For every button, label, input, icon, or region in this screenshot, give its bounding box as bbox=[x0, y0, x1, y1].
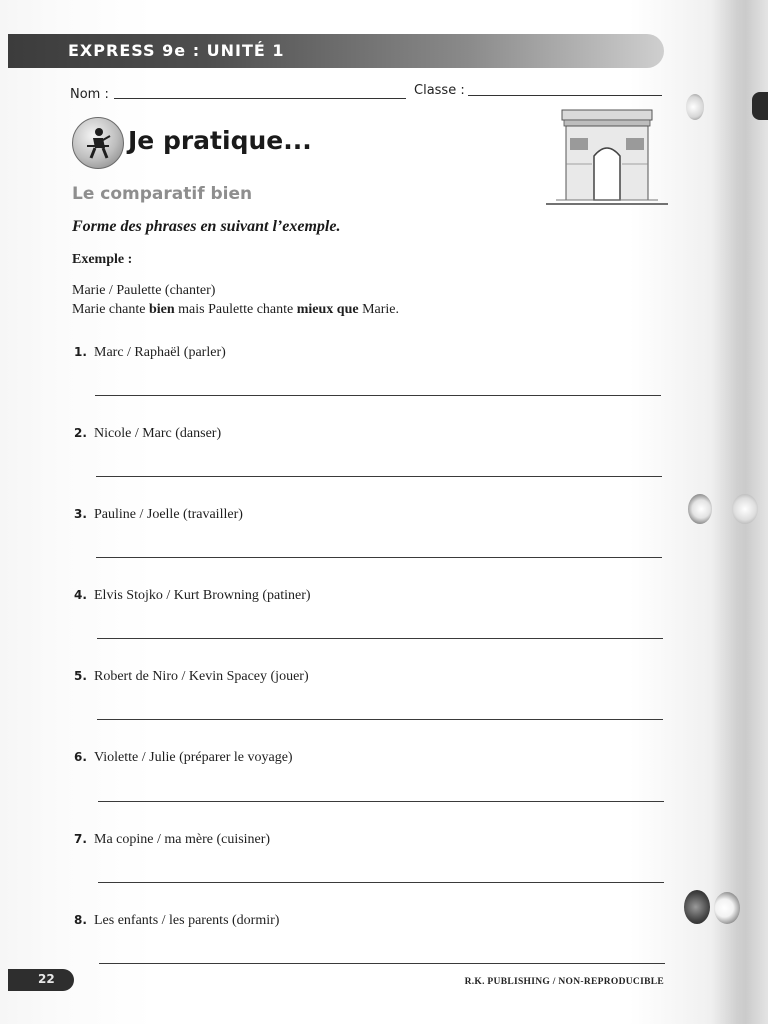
example-answer-part: Marie chante bbox=[72, 302, 149, 317]
answer-line[interactable] bbox=[98, 882, 664, 883]
exercise-prompt: Ma copine / ma mère (cuisiner) bbox=[94, 832, 271, 847]
arc-de-triomphe-icon bbox=[546, 104, 668, 208]
answer-line[interactable] bbox=[96, 557, 662, 558]
binder-ring-icon bbox=[752, 92, 768, 120]
publisher-footer: R.K. PUBLISHING / NON-REPRODUCIBLE bbox=[464, 977, 664, 987]
exercise-item bbox=[74, 913, 279, 929]
exercise-number: 1. bbox=[74, 345, 87, 359]
exercise-item bbox=[74, 750, 293, 766]
exercise-number: 4. bbox=[74, 588, 87, 602]
answer-line[interactable] bbox=[98, 801, 664, 802]
answer-line[interactable] bbox=[97, 638, 663, 639]
name-label: Nom : bbox=[70, 87, 109, 102]
example-answer-keyword: mieux que bbox=[296, 302, 359, 317]
exercise-number: 8. bbox=[74, 913, 87, 927]
answer-line[interactable] bbox=[96, 476, 662, 477]
example-answer-part: mais Paulette chante bbox=[174, 302, 297, 317]
exercise-item bbox=[74, 832, 270, 848]
answer-line[interactable] bbox=[95, 395, 661, 396]
badge-icon bbox=[72, 117, 124, 169]
page-number-tab bbox=[8, 969, 74, 991]
binder-hole-icon bbox=[714, 892, 740, 924]
class-label: Classe : bbox=[414, 83, 465, 98]
exercise-item bbox=[74, 588, 311, 604]
exercise-item bbox=[74, 426, 221, 442]
exercise-prompt: Pauline / Joelle (travailler) bbox=[94, 507, 243, 522]
header-title: EXPRESS 9e : UNITÉ 1 bbox=[68, 41, 285, 60]
example-label: Exemple : bbox=[72, 252, 133, 267]
binder-hole-icon bbox=[684, 890, 710, 924]
exercise-prompt: Robert de Niro / Kevin Spacey (jouer) bbox=[94, 669, 309, 684]
class-field[interactable] bbox=[468, 95, 662, 96]
answer-line[interactable] bbox=[99, 963, 665, 964]
page-number: 22 bbox=[38, 972, 55, 986]
exercise-prompt: Les enfants / les parents (dormir) bbox=[94, 913, 280, 928]
exercise-prompt: Elvis Stojko / Kurt Browning (patiner) bbox=[94, 588, 311, 603]
exercise-number: 2. bbox=[74, 426, 87, 440]
student-writing-icon bbox=[83, 126, 113, 160]
example-answer bbox=[72, 302, 399, 318]
instruction: Forme des phrases en suivant l’exemple. bbox=[72, 218, 341, 235]
exercise-prompt: Marc / Raphaël (parler) bbox=[94, 345, 226, 360]
binder-ring-icon bbox=[686, 94, 704, 120]
example-prompt: Marie / Paulette (chanter) bbox=[72, 283, 216, 298]
name-field[interactable] bbox=[114, 98, 406, 99]
example-answer-keyword: bien bbox=[148, 302, 175, 317]
exercise-number: 5. bbox=[74, 669, 87, 683]
example-answer-part: Marie. bbox=[358, 302, 400, 317]
exercise-item bbox=[74, 345, 226, 361]
answer-line[interactable] bbox=[97, 719, 663, 720]
section-title: Je pratique... bbox=[128, 126, 312, 155]
exercise-prompt: Nicole / Marc (danser) bbox=[94, 426, 222, 441]
exercise-number: 3. bbox=[74, 507, 87, 521]
exercise-number: 7. bbox=[74, 832, 87, 846]
binder-hole-icon bbox=[688, 494, 712, 524]
subtitle: Le comparatif bien bbox=[72, 184, 253, 204]
exercise-number: 6. bbox=[74, 750, 87, 764]
exercise-item bbox=[74, 507, 243, 523]
exercise-prompt: Violette / Julie (préparer le voyage) bbox=[94, 750, 293, 765]
exercise-item bbox=[74, 669, 309, 685]
binder-hole-icon bbox=[732, 494, 758, 524]
